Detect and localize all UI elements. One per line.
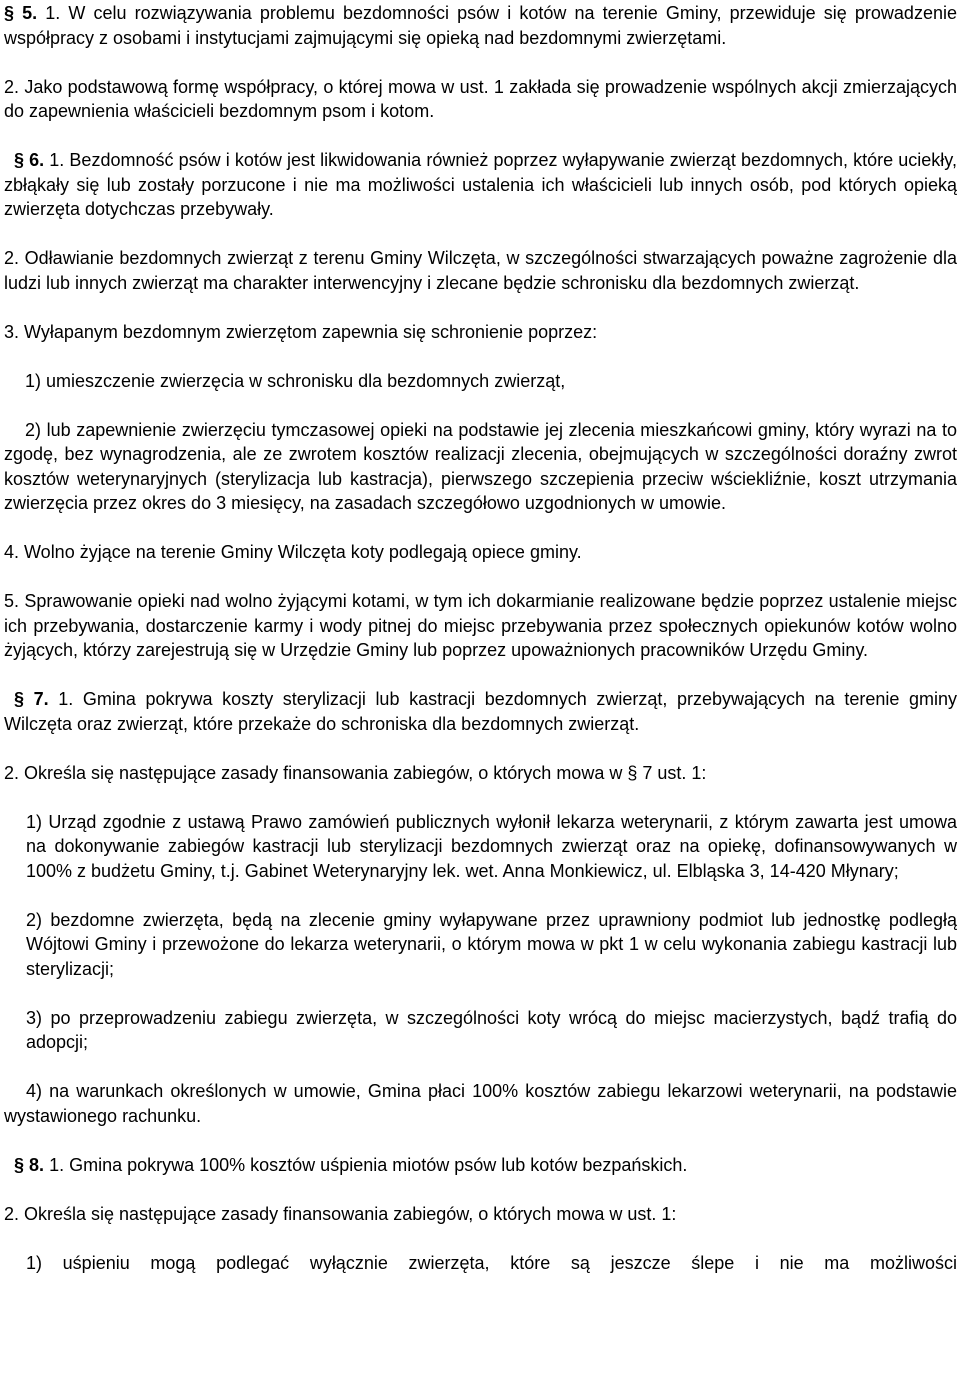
section-8-point-1: 1) uśpieniu mogą podlegać wyłącznie zwierzęta, które są jeszcze ślepe i nie ma możliwości [26, 1252, 957, 1273]
section-6-paragraph-1: § 6. 1. Bezdomność psów i kotów jest likwidowania również poprzez wyłapywanie zwierząt bezdomnych, które uciekły, zbłąkały się lub zostały porzucone i nie ma możliwości ustalenia ich właścicieli lub innych osób, pod których opieką zwierzęta dotychczas przebywały. [4, 150, 957, 219]
section-6-point-2: 2) lub zapewnienie zwierzęciu tymczasowej opieki na podstawie jej zlecenia mieszkańcowi gminy, który wyrazi na to zgodę, bez wynagrodzenia, ale ze zwrotem kosztów realizacji zlecenia, obejmujących w szczególności doraźny zwrot kosztów weterynaryjnych (sterylizacja lub kastracja), pierwszego szczepienia przeciw wściekliźnie, koszt utrzymania zwierzęcia przez okres do 3 miesięcy, na zasadach szczegółowo uzgodnionych w umowie. [4, 419, 957, 513]
section-7-paragraph-1: § 7. 1. Gmina pokrywa koszty sterylizacji lub kastracji bezdomnych zwierząt, przebywających na terenie gminy Wilczęta oraz zwierząt, które przekaże do schroniska dla bezdomnych zwierząt. [4, 689, 957, 734]
section-8-paragraph-1: § 8. 1. Gmina pokrywa 100% kosztów uśpienia miotów psów lub kotów bezpańskich. [14, 1154, 688, 1175]
document-page [4, 1, 957, 1275]
section-sign: § [14, 689, 25, 709]
section-sign: § [4, 3, 15, 23]
section-6-paragraph-2: 2. Odławianie bezdomnych zwierząt z terenu Gminy Wilczęta, w szczególności stwarzających poważne zagrożenie dla ludzi lub innych zwierząt ma charakter interwencyjny i zlecane będzie schronisku dla bezdomnych zwierząt. [4, 248, 957, 293]
section-number: 7. [33, 689, 49, 709]
section-5-paragraph-2: 2. Jako podstawową formę współpracy, o której mowa w ust. 1 zakłada się prowadzenie wspólnych akcji zmierzających do zapewnienia właścicieli bezdomnym psom i kotom. [4, 76, 957, 121]
section-7-point-1: 1) Urząd zgodnie z ustawą Prawo zamówień publicznych wyłonił lekarza weterynarii, z którym zawarta jest umowa na dokonywanie zabiegów kastracji lub sterylizacji bezdomnych zwierząt oraz na opiekę, dofinansowywanych w 100% z budżetu Gminy, t.j. Gabinet Weterynaryjny lek. wet. Anna Monkiewicz, ul. Elbląska 3, 14-420 Młynary; [26, 811, 957, 881]
section-sign: § [14, 150, 25, 170]
section-6-point-1: 1) umieszczenie zwierzęcia w schronisku dla bezdomnych zwierząt, [25, 370, 566, 391]
section-number: 6. [29, 150, 45, 170]
section-7-point-3: 3) po przeprowadzeniu zabiegu zwierzęta, w szczególności koty wrócą do miejsc macierzystych, bądź trafią do adopcji; [26, 1007, 957, 1052]
section-8-paragraph-2: 2. Określa się następujące zasady finansowania zabiegów, o których mowa w ust. 1: [4, 1203, 677, 1224]
section-sign: § [627, 762, 638, 783]
section-6-paragraph-4: 4. Wolno żyjące na terenie Gminy Wilczęta koty podlegają opiece gminy. [4, 542, 582, 562]
section-7-point-4: 4) na warunkach określonych w umowie, Gmina płaci 100% kosztów zabiegu lekarzowi weterynarii, na podstawie wystawionego rachunku. [4, 1081, 957, 1126]
section-5-paragraph-1: § 5. 1. W celu rozwiązywania problemu bezdomności psów i kotów na terenie Gminy, przewiduje się prowadzenie współpracy z osobami i instytucjami zajmującymi się opieką nad bezdomnymi zwierzętami. [4, 3, 957, 48]
section-number: 5. [22, 3, 38, 23]
section-7-paragraph-2: 2. Określa się następujące zasady finansowania zabiegów, o których mowa w § 7 ust. 1: [4, 762, 707, 783]
section-7-point-2: 2) bezdomne zwierzęta, będą na zlecenie gminy wyłapywane przez uprawniony podmiot lub jednostkę podległą Wójtowi Gminy i przewożone do lekarza weterynarii, o którym mowa w pkt 1 w celu wykonania zabiegu kastracji lub sterylizacji; [26, 909, 957, 979]
section-number: 8. [29, 1154, 45, 1175]
section-6-paragraph-3: 3. Wyłapanym bezdomnym zwierzętom zapewnia się schronienie poprzez: [4, 321, 598, 342]
section-sign: § [14, 1154, 25, 1175]
section-6-paragraph-5: 5. Sprawowanie opieki nad wolno żyjącymi kotami, w tym ich dokarmianie realizowane będzie poprzez ustalenie miejsc ich przebywania, dostarczenie karmy i wody pitnej do miejsc przebywania przez społecznych opiekunów kotów wolno żyjących, którzy zarejestrują się w Urzędzie Gminy lub poprzez upoważnionych pracowników Urzędu Gminy. [4, 591, 957, 660]
